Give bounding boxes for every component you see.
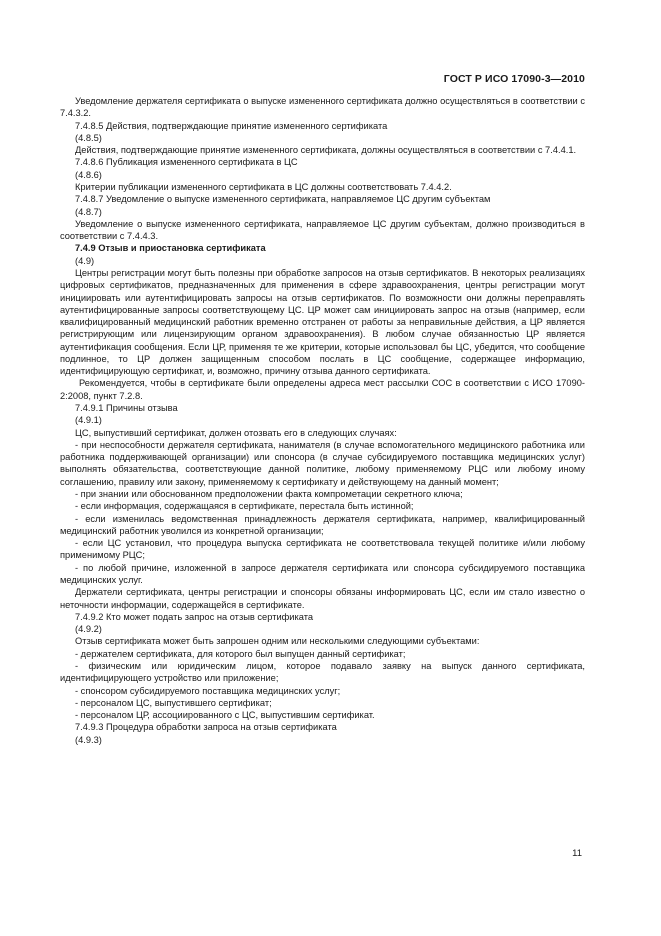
clause-heading: 7.4.8.7 Уведомление о выпуске измененного сертификата, направляемое ЦС другим субъектам <box>75 194 491 205</box>
list-item: - спонсором субсидируемого поставщика медицинских услуг; <box>75 685 341 696</box>
clause-reference: (4.9.1) <box>75 415 102 426</box>
clause-heading: 7.4.9.1 Причины отзыва <box>75 403 178 414</box>
list-item: - при знании или обоснованном предположении факта компрометации секретного ключа; <box>75 489 463 499</box>
paragraph: Действия, подтверждающие принятие измененного сертификата, должны осуществляться в соответствии с 7.4.4.1. <box>75 145 577 156</box>
page-body <box>60 95 585 746</box>
clause-heading: 7.4.8.6 Публикация измененного сертификата в ЦС <box>75 157 298 168</box>
paragraph: Центры регистрации могут быть полезны при обработке запросов на отзыв сертификатов. В некоторых реализациях цифровых сертификатов, предназначенных для применения в сфере здравоохранения, центры регистрации могут инициировать или аутентифицировать запросы на отзыв сертификатов. По возможности они должны переправлять аутентифицированные запросы соответствующему ЦС. ЦР может сам инициировать запрос на отзыв (например, если квалифицированный медицинский работник временно отстранен от работы за неправильные действия, а ЦР является регистрирующим или лицензирующим органом здравоохранения). В любом случае обязанностью ЦР является аутентификация сообщения. Если ЦР, применяя те же критерии, которые использовал бы ЦС, убедится, что сообщение подлинное, то ЦР должен защищенным способом послать в ЦС сообщение, содержащее информацию, идентифицирующую сертификат, и, возможно, причину отзыва данного сертификата. <box>60 267 585 377</box>
paragraph: Критерии публикации измененного сертификата в ЦС должны соответствовать 7.4.4.2. <box>75 181 452 192</box>
paragraph: Уведомление о выпуске измененного сертификата, направляемое ЦС другим субъектам, должно производиться в соответствии с 7.4.4.3. <box>60 218 585 242</box>
clause-reference: (4.8.7) <box>75 206 102 217</box>
clause-reference: (4.9.2) <box>75 624 102 635</box>
list-item: - если ЦС установил, что процедура выпуска сертификата не соответствовала текущей политике и/или любому применимому РЦС; <box>60 538 585 561</box>
paragraph: Уведомление держателя сертификата о выпуске измененного сертификата должно осуществляться в соответствии с 7.4.3.2. <box>60 96 585 119</box>
clause-heading: 7.4.9.2 Кто может подать запрос на отзыв сертификата <box>75 611 314 622</box>
paragraph: Отзыв сертификата может быть запрошен одним или несколькими следующими субъектами: <box>75 636 480 647</box>
list-item: - по любой причине, изложенной в запросе держателя сертификата или спонсора субсидируемого поставщика медицинских услуг. <box>60 562 585 585</box>
clause-heading: 7.4.9.3 Процедура обработки запроса на отзыв сертификата <box>75 722 337 733</box>
list-item: - персоналом ЦР, ассоциированного с ЦС, выпустившим сертификат. <box>75 710 375 721</box>
paragraph: Держатели сертификата, центры регистрации и спонсоры обязаны информировать ЦС, если им стало известно о неточности информации, содержащейся в сертификате. <box>60 587 585 610</box>
paragraph: Рекомендуется, чтобы в сертификате были определены адреса мест рассылки СОС в соответствии с ИСО 17090-2:2008, пункт 7.2.8. <box>60 378 585 401</box>
list-item: - если изменилась ведомственная принадлежность держателя сертификата, например, квалифицированный медицинский работник уволился из конкретной организации; <box>60 513 585 536</box>
page-number: 11 <box>572 848 582 859</box>
list-item: - держателем сертификата, для которого был выпущен данный сертификат; <box>75 648 406 659</box>
clause-reference: (4.9.3) <box>75 734 102 745</box>
list-item: - если информация, содержащаяся в сертификате, перестала быть истинной; <box>75 501 414 512</box>
list-item: - физическим или юридическим лицом, которое подавало заявку на выпуск данного сертификата, идентифицирующего устройство или приложение; <box>60 660 585 684</box>
clause-reference: (4.8.5) <box>75 132 102 143</box>
paragraph: ЦС, выпустивший сертификат, должен отозвать его в следующих случаях: <box>75 427 397 438</box>
clause-reference: (4.8.6) <box>75 169 102 180</box>
list-item: - при неспособности держателя сертификата, нанимателя (в случае вспомогательного медицинского работника или работника поддерживающей организации) или спонсора (в случае субсидируемого поставщика медицинских услуг) выполнять обязательства, соответствующие данной политике, любому применяемому РЦС или любому иному соглашению, правилу или закону, применяемому к сертификату и действующему на данный момент; <box>60 439 585 487</box>
clause-reference: (4.9) <box>75 255 95 266</box>
document-header: ГОСТ Р ИСО 17090-3—2010 <box>443 73 585 85</box>
section-heading: 7.4.9 Отзыв и приостановка сертификата <box>75 243 266 254</box>
list-item: - персоналом ЦС, выпустившего сертификат; <box>75 697 272 708</box>
clause-heading: 7.4.8.5 Действия, подтверждающие принятие измененного сертификата <box>75 120 388 131</box>
